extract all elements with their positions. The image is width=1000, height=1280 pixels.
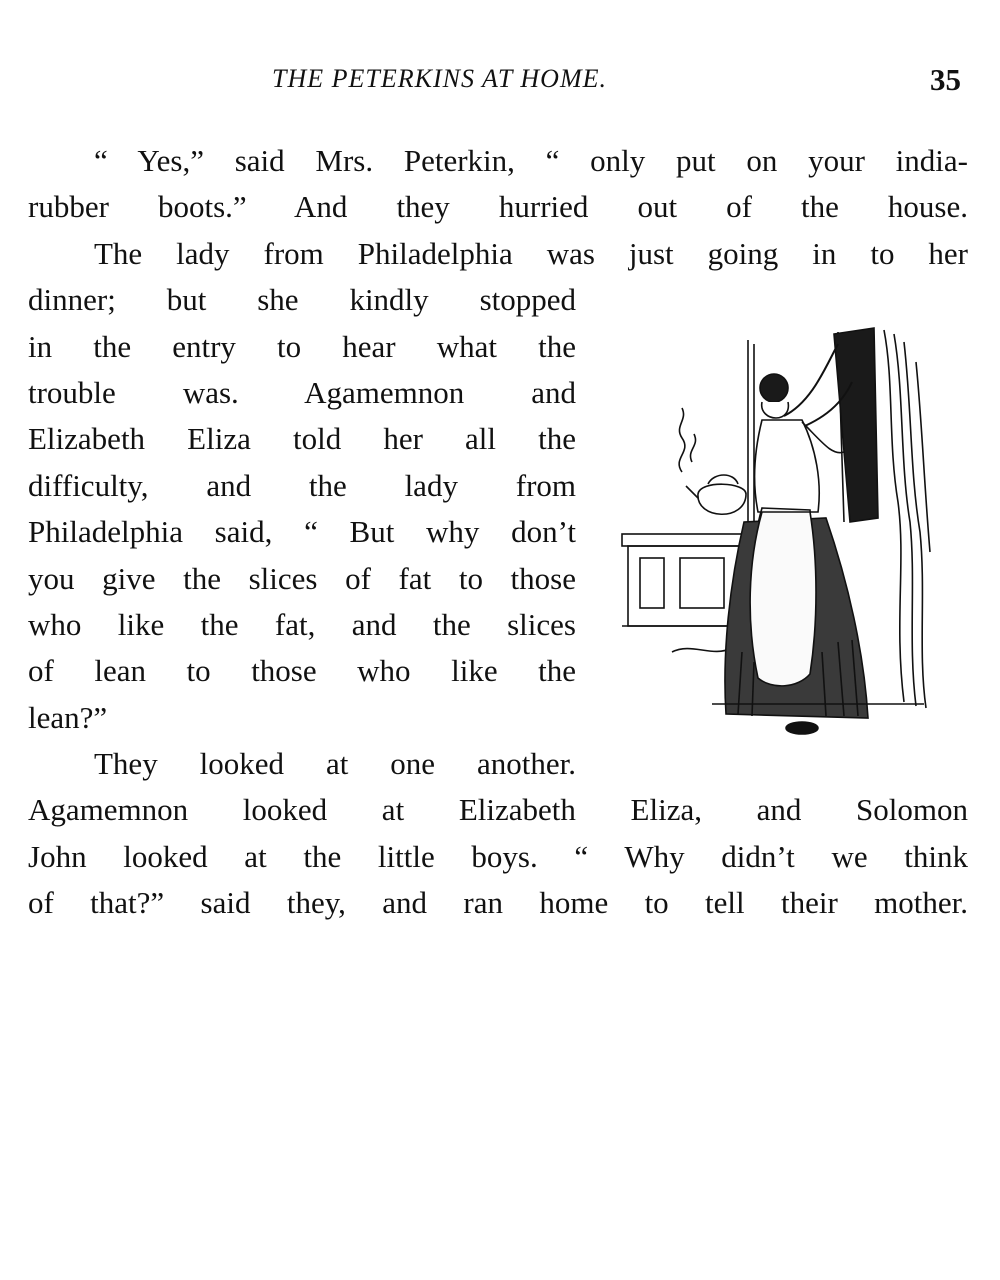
woman-hanging-curtain-illustration (612, 322, 960, 742)
text-line: Elizabeth Eliza told her all the (28, 421, 576, 457)
text-line: rubber boots.” And they hurried out of the house. (28, 189, 968, 225)
text-line: Agamemnon looked at Elizabeth Eliza, and Solomon (28, 792, 968, 828)
page-number: 35 (930, 62, 961, 97)
text-line: “ Yes,” said Mrs. Peterkin, “ only put on your india- (94, 143, 968, 178)
running-title: THE PETERKINS AT HOME. (272, 64, 607, 93)
text-line: dinner; but she kindly stopped (28, 282, 576, 318)
text-line: difficulty, and the lady from (28, 467, 576, 503)
text-line: of that?” said they, and ran home to tell their mother. (28, 885, 968, 921)
text-line: of lean to those who like the (28, 653, 576, 689)
text-line: Philadelphia said, “ But why don’t (28, 514, 576, 550)
text-line: They looked at one another. (94, 746, 576, 782)
text-line: who like the fat, and the slices (28, 606, 576, 642)
text-line: John looked at the little boys. “ Why didn’t we think (28, 838, 968, 874)
text-line: you give the slices of fat to those (28, 560, 576, 596)
text-line: trouble was. Agamemnon and (28, 374, 576, 410)
text-line: The lady from Philadelphia was just going in to her (94, 235, 968, 271)
text-line: lean?” (28, 699, 108, 735)
text-line: in the entry to hear what the (28, 328, 576, 364)
